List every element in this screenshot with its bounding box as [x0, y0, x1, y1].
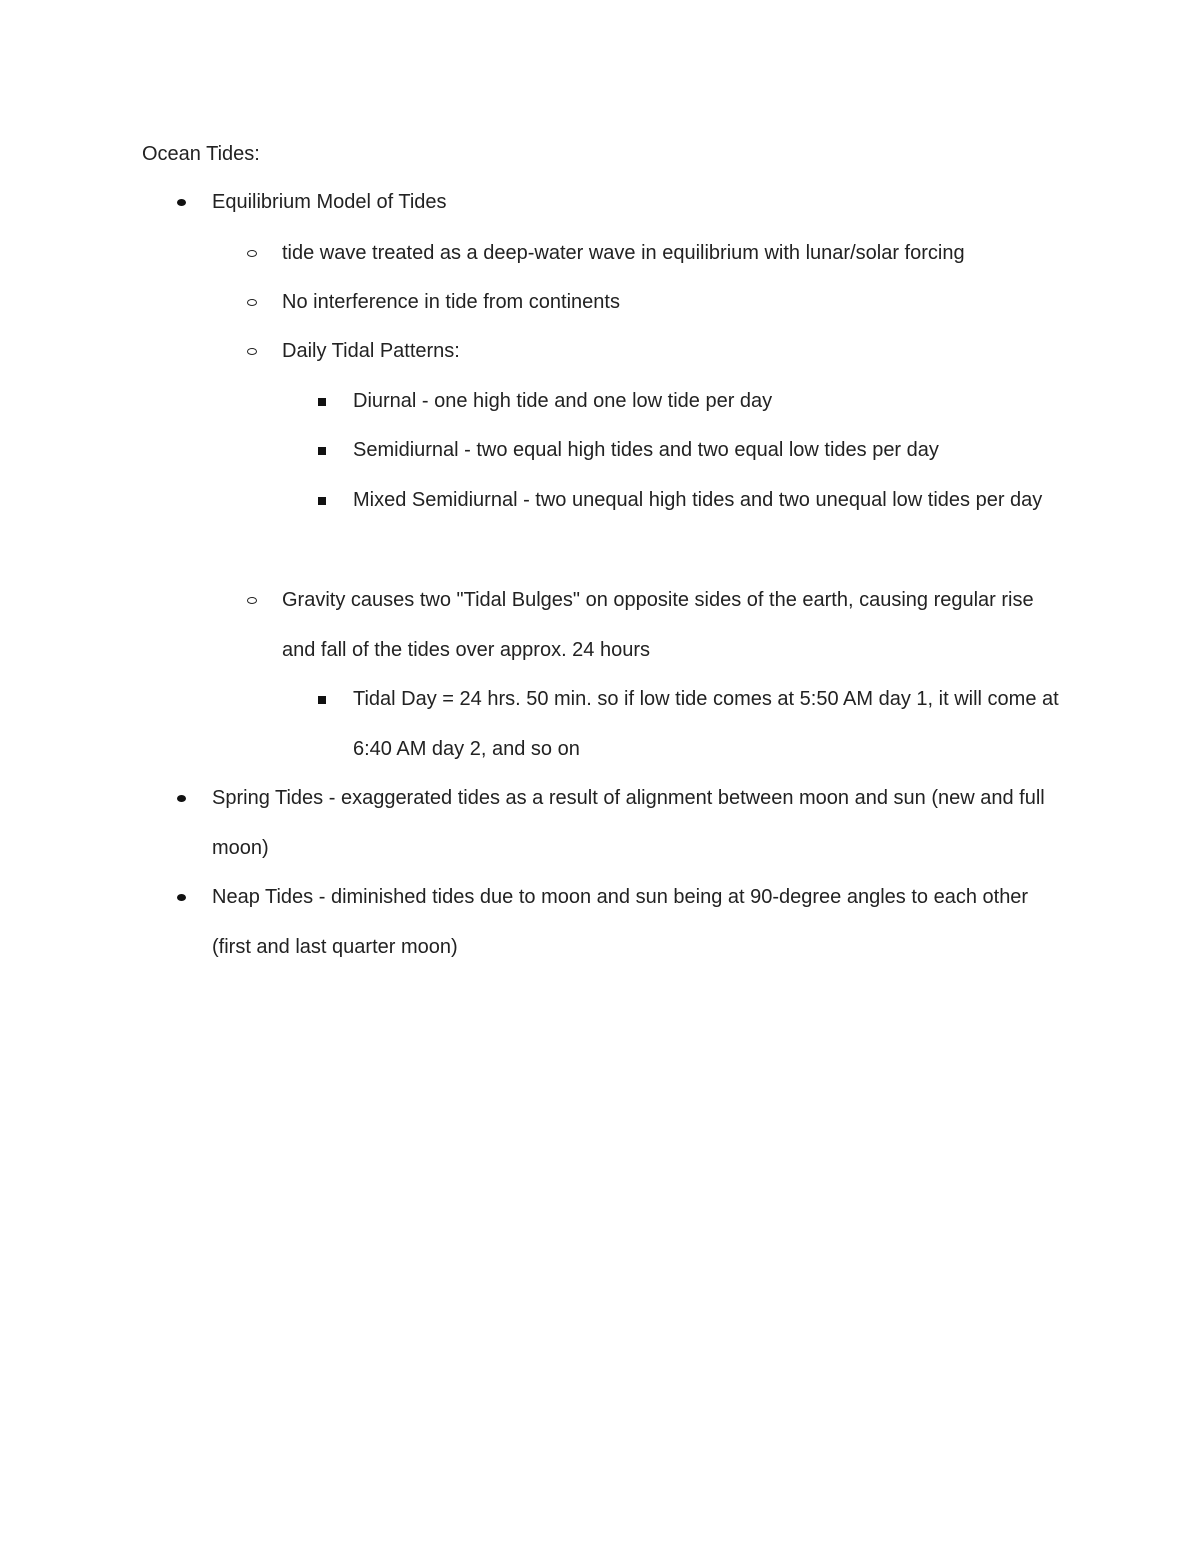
- list-item-text: tide wave treated as a deep-water wave in equilibrium with lunar/solar forcing: [282, 242, 965, 264]
- circle-icon: [247, 250, 257, 257]
- list-item-text: Semidiurnal - two equal high tides and two equal low tides per day: [353, 439, 939, 461]
- list-item: [212, 873, 1062, 972]
- list-item-text: Tidal Day = 24 hrs. 50 min. so if low tide comes at 5:50 AM day 1, it will come at 6:40 AM day 2, and so on: [353, 688, 1059, 760]
- disc-icon: [177, 795, 186, 802]
- list-item: [282, 278, 1062, 328]
- disc-icon: [177, 199, 186, 206]
- list-item-text: Daily Tidal Patterns:: [282, 340, 460, 362]
- list-item: [353, 476, 1062, 526]
- list-item-text: Diurnal - one high tide and one low tide per day: [353, 390, 773, 412]
- document-title: Ocean Tides:: [142, 143, 260, 165]
- square-icon: [318, 696, 326, 704]
- list-item: [353, 377, 1062, 427]
- square-icon: [318, 398, 326, 406]
- list-item-text: Neap Tides - diminished tides due to moon and sun being at 90-degree angles to each other (first and last quarter moon): [212, 886, 1029, 958]
- list-item: [212, 178, 1062, 228]
- list-item: [353, 675, 1062, 774]
- list-item-text: Spring Tides - exaggerated tides as a result of alignment between moon and sun (new and full moon): [212, 787, 1045, 859]
- disc-icon: [177, 894, 186, 901]
- list-item-text: No interference in tide from continents: [282, 291, 620, 313]
- list-item: [282, 327, 1062, 377]
- list-item-text: Equilibrium Model of Tides: [212, 191, 447, 213]
- circle-icon: [247, 597, 257, 604]
- circle-icon: [247, 348, 257, 355]
- list-item: [282, 576, 1062, 675]
- square-icon: [318, 497, 326, 505]
- list-item: [212, 774, 1062, 873]
- circle-icon: [247, 299, 257, 306]
- list-item: [353, 426, 1062, 476]
- list-item: [282, 229, 1062, 279]
- square-icon: [318, 447, 326, 455]
- list-item-text: Gravity causes two "Tidal Bulges" on opposite sides of the earth, causing regular rise and fall of the tides over approx. 24 hours: [282, 589, 1034, 661]
- list-item-text: Mixed Semidiurnal - two unequal high tides and two unequal low tides per day: [353, 489, 1043, 511]
